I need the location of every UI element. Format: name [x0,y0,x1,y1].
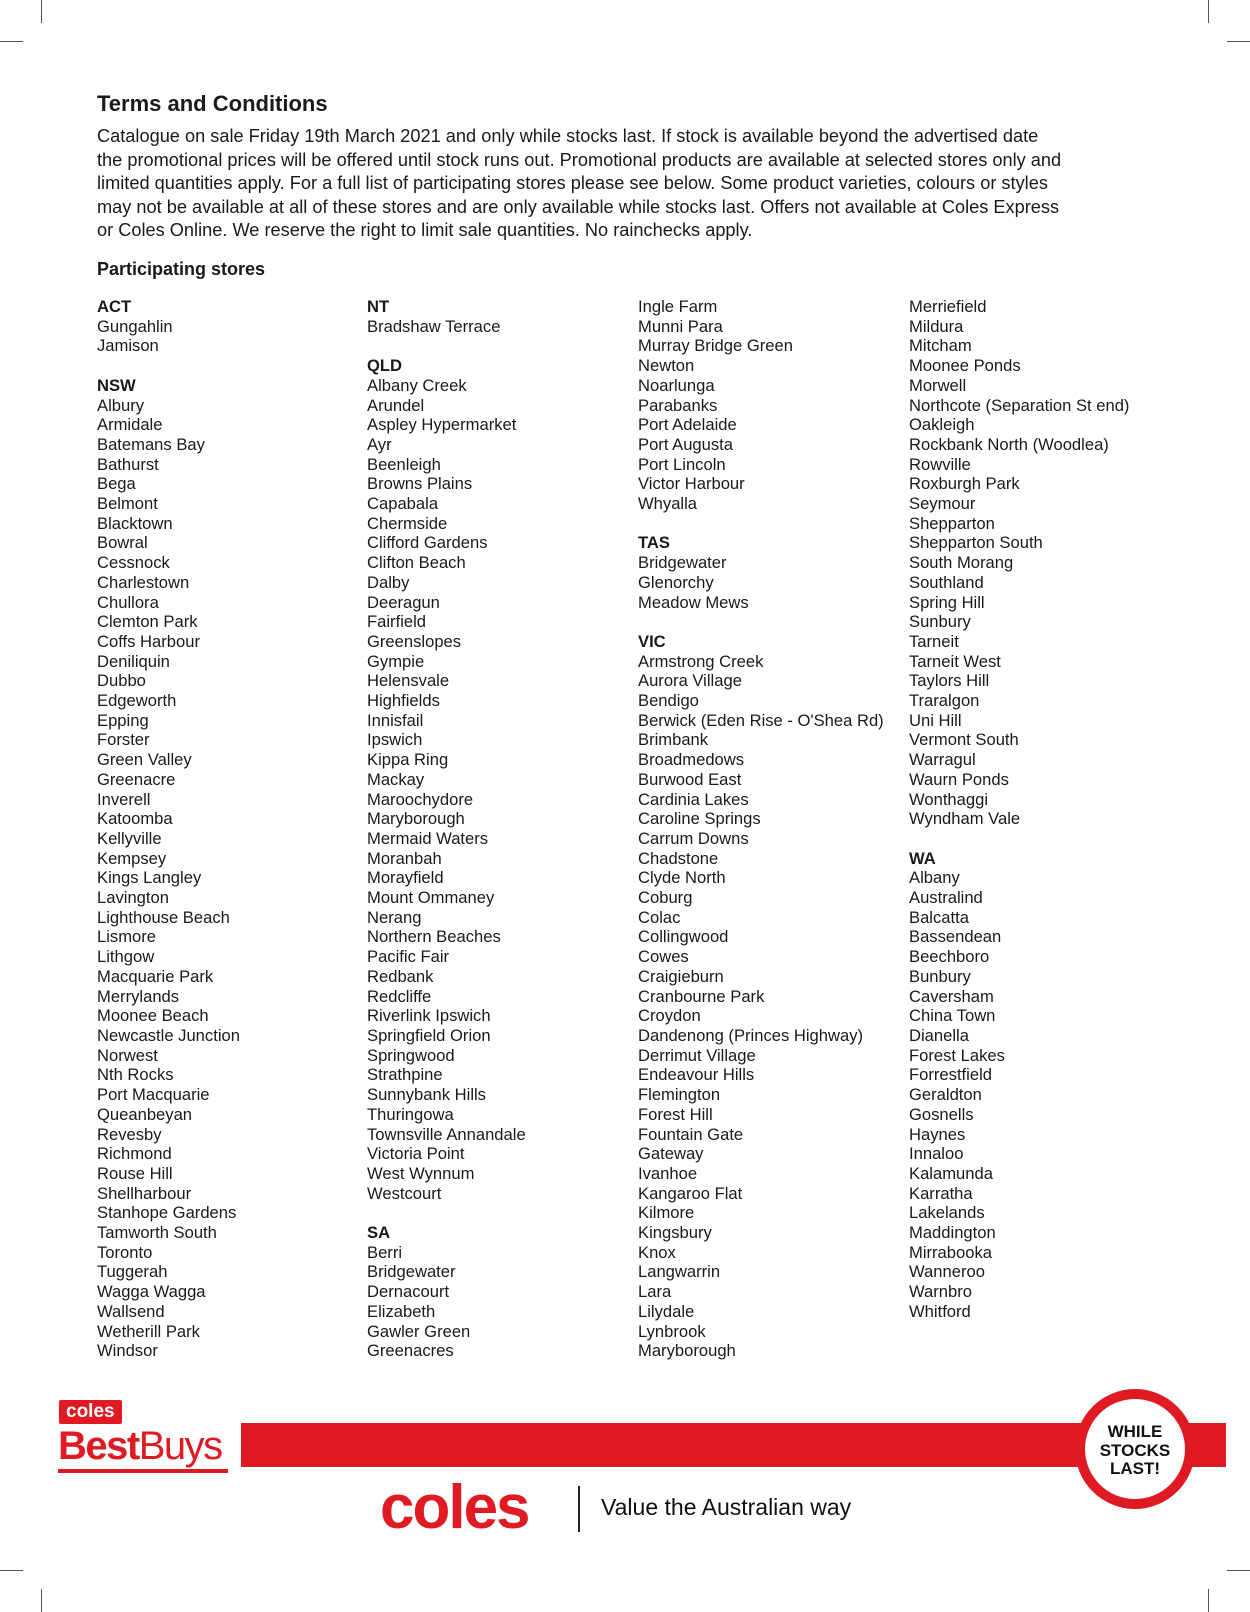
store-item: Kings Langley [97,868,202,888]
store-item: Northcote (Separation St end) [909,395,1130,415]
badge-line: LAST! [1109,1459,1161,1478]
crop-mark [1208,0,1209,23]
bestbuys-buys: Buys [138,1424,222,1468]
store-item: Ivanhoe [638,1163,698,1183]
store-item: Port Adelaide [638,415,737,435]
store-group [97,376,362,1361]
store-item: Ayr [367,434,392,454]
terms-paragraph [97,125,1177,243]
store-group [638,297,903,514]
store-group [367,297,632,336]
store-item: Dandenong (Princes Highway) [638,1025,864,1045]
store-item: Berwick (Eden Rise - O'Shea Rd) [638,710,884,730]
store-item: Kingsbury [638,1223,712,1243]
store-item: Merrylands [97,986,180,1006]
store-item: Jamison [97,336,159,356]
store-item: Derrimut Village [638,1045,756,1065]
store-item: Murray Bridge Green [638,336,793,356]
store-item: Mildura [909,316,964,336]
store-item: Port Lincoln [638,454,726,474]
store-item: Epping [97,710,149,730]
store-item: Mermaid Waters [367,828,489,848]
store-item: Bega [97,474,136,494]
store-item: South Morang [909,553,1014,573]
store-item: Wagga Wagga [97,1282,206,1302]
store-item: Victoria Point [367,1144,465,1164]
store-item: Mount Ommaney [367,888,495,908]
store-item: Revesby [97,1124,162,1144]
store-item: Westcourt [367,1183,442,1203]
terms-line: or Coles Online. We reserve the right to limit sale quantities. No rainchecks apply. [97,220,753,240]
store-item: Warragul [909,750,976,770]
bestbuys-underline [58,1469,228,1473]
store-item: Albury [97,395,145,415]
store-item: Roxburgh Park [909,474,1020,494]
store-item: Forrestfield [909,1065,992,1085]
store-item: Innaloo [909,1144,964,1164]
store-item: Noarlunga [638,375,715,395]
store-item: Redcliffe [367,986,432,1006]
store-group [367,1223,632,1361]
store-item: Wanneroo [909,1262,985,1282]
store-item: Wonthaggi [909,789,989,809]
store-item: Victor Harbour [638,474,745,494]
terms-line: Catalogue on sale Friday 19th March 2021 and only while stocks last. If stock is available beyond the advertised date [97,126,1039,146]
store-group [97,297,362,356]
store-item: Colac [638,907,681,927]
store-item: Tuggerah [97,1262,168,1282]
store-item: Forest Lakes [909,1045,1005,1065]
store-item: Rouse Hill [97,1163,173,1183]
store-item: Newcastle Junction [97,1026,240,1045]
store-item: Greenslopes [367,631,462,651]
store-item: Bradshaw Terrace [367,316,501,336]
store-item: Morwell [909,375,967,395]
store-item: Kangaroo Flat [638,1183,743,1203]
stores-column-2 [367,297,632,1361]
store-item: Kalamunda [909,1163,993,1183]
badge-inner-circle [1085,1399,1185,1499]
store-item: Lynbrook [638,1321,706,1341]
section-subtitle: Participating stores [97,259,266,279]
store-item: Elizabeth [367,1301,436,1321]
store-item: Fairfield [367,612,427,632]
store-item: Bunbury [909,966,971,986]
store-item: Shepparton South [909,533,1043,553]
store-item: Dernacourt [367,1282,450,1302]
store-item: Queanbeyan [97,1104,193,1124]
store-item: Maddington [909,1223,996,1243]
footer-divider [578,1486,580,1532]
store-item: Collingwood [638,927,729,947]
store-item: Newton [638,356,695,376]
store-item: Coffs Harbour [97,631,200,651]
coles-logo: coles [380,1473,529,1542]
store-item: Forster [97,730,150,750]
store-item: Green Valley [97,750,192,770]
store-item: Lavington [97,888,169,908]
store-item: Mackay [367,769,425,789]
store-item: Moonee Beach [97,1006,209,1026]
store-item: Moranbah [367,848,442,868]
store-item: Wallsend [97,1301,165,1321]
store-item: Chadstone [638,848,719,868]
store-item: Armidale [97,415,163,435]
store-item: Greenacre [97,769,176,789]
store-item: Nth Rocks [97,1065,174,1085]
store-item: Morayfield [367,868,444,888]
store-item: Chermside [367,513,448,533]
tagline: Value the Australian way [601,1494,852,1520]
store-item: Deniliquin [97,651,170,671]
store-item: Craigieburn [638,966,724,986]
store-item: Capabala [367,494,439,514]
store-item: Greenacres [367,1341,454,1361]
store-item: Port Macquarie [97,1085,210,1105]
store-item: Knox [638,1242,676,1262]
store-item: Cardinia Lakes [638,789,749,809]
store-item: Windsor [97,1341,158,1361]
store-item: Blacktown [97,513,173,533]
store-item: Whyalla [638,494,698,514]
store-item: Armstrong Creek [638,651,764,671]
store-item: Lilydale [638,1301,695,1321]
bestbuys-wordmark [58,1424,228,1468]
store-item: Sunnybank Hills [367,1085,486,1105]
store-item: Dubbo [97,671,146,691]
store-item: Tamworth South [97,1223,217,1243]
store-item: Burwood East [638,769,742,789]
crop-mark [0,1570,23,1571]
store-item: Redbank [367,966,434,986]
store-item: Aurora Village [638,671,742,691]
store-item: Springfield Orion [367,1026,491,1045]
store-item: Carrum Downs [638,828,749,848]
state-heading: SA [367,1223,391,1243]
store-item: Rockbank North (Woodlea) [909,434,1109,454]
store-item: Gateway [638,1144,704,1164]
store-item: Munni Para [638,316,723,336]
store-item: Flemington [638,1085,721,1105]
crop-mark [1227,1570,1250,1571]
crop-mark [41,0,42,23]
store-item: Endeavour Hills [638,1065,755,1085]
store-item: Kellyville [97,828,162,848]
store-item: Port Augusta [638,434,734,454]
store-item: China Town [909,1006,996,1026]
store-item: Northern Beaches [367,927,501,947]
store-item: Beenleigh [367,454,441,474]
store-item: Charlestown [97,572,190,592]
store-item: Fountain Gate [638,1124,744,1144]
store-item: Glenorchy [638,572,714,592]
store-item: Tarneit [909,631,959,651]
state-heading: WA [909,848,936,868]
store-item: Sunbury [909,612,971,632]
store-item: Langwarrin [638,1262,721,1282]
store-item: Tarneit West [909,651,1001,671]
store-item: Gungahlin [97,316,173,336]
bestbuys-logo [58,1400,228,1473]
store-item: Bridgewater [367,1262,456,1282]
store-item: Coburg [638,888,693,908]
store-item: Gawler Green [367,1321,471,1341]
store-item: Strathpine [367,1065,443,1085]
store-item: Oakleigh [909,415,975,435]
store-item: Meadow Mews [638,592,749,612]
badge-line: STOCKS [1099,1440,1171,1460]
badge-line: WHILE [1107,1422,1163,1441]
store-item: Deeragun [367,592,440,612]
store-item: Caversham [909,986,994,1006]
store-item: Gosnells [909,1104,974,1124]
store-item: Lithgow [97,947,155,967]
store-item: Lakelands [909,1203,985,1223]
store-item: Shellharbour [97,1183,192,1203]
store-item: Haynes [909,1124,966,1144]
store-item: Kilmore [638,1203,695,1223]
store-item: Arundel [367,395,425,415]
store-item: Parabanks [638,395,718,415]
crop-mark [0,41,23,42]
bestbuys-coles-label: coles [59,1400,122,1424]
store-item: Warnbro [909,1282,973,1302]
store-item: Spring Hill [909,592,985,612]
store-item: Thuringowa [367,1104,454,1124]
store-item: Berri [367,1242,403,1262]
store-item: Maryborough [367,809,465,829]
store-group [638,533,903,612]
store-item: Lismore [97,927,157,947]
store-item: Chullora [97,592,159,612]
store-item: Dianella [909,1026,969,1045]
store-item: Townsville Annandale [367,1124,526,1144]
store-item: Albany [909,868,960,888]
store-item: Macquarie Park [97,966,214,986]
badge-text [1085,1423,1185,1479]
crop-mark [41,1589,42,1612]
stores-column-1 [97,297,362,1361]
store-item: Balcatta [909,907,969,927]
store-item: Moonee Ponds [909,356,1021,376]
store-item: Lara [638,1282,672,1302]
state-heading: TAS [638,533,670,553]
store-item: Richmond [97,1144,172,1164]
store-item: Belmont [97,494,158,514]
store-item: Caroline Springs [638,809,761,829]
store-item: Mirrabooka [909,1242,993,1262]
store-item: Clifton Beach [367,553,466,573]
store-item: Kempsey [97,848,167,868]
store-item: Riverlink Ipswich [367,1006,491,1026]
store-item: Maryborough [638,1341,736,1361]
store-item: Broadmedows [638,750,745,770]
store-item: Ipswich [367,730,423,750]
store-item: Kippa Ring [367,750,449,770]
store-item: Bendigo [638,691,699,711]
store-item: Bathurst [97,454,159,474]
store-item: Seymour [909,494,976,514]
store-item: Ingle Farm [638,297,718,316]
store-item: Croydon [638,1006,701,1026]
store-item: Pacific Fair [367,947,450,967]
store-item: Vermont South [909,730,1019,750]
store-item: Helensvale [367,671,450,691]
terms-line: may not be available at all of these stores and are only available while stocks last. Offers not available at Coles Express [97,196,1060,217]
store-item: Mitcham [909,336,972,356]
stores-column-4 [909,297,1174,1322]
store-item: Uni Hill [909,710,962,730]
store-item: Bassendean [909,927,1002,947]
store-item: Cranbourne Park [638,986,765,1006]
store-item: Brimbank [638,730,709,750]
store-item: Edgeworth [97,691,177,711]
store-item: Traralgon [909,691,980,711]
store-item: Shepparton [909,513,995,533]
store-item: Clemton Park [97,612,198,632]
store-item: Cessnock [97,553,170,573]
store-item: Wetherill Park [97,1321,200,1341]
while-stocks-last-badge [1075,1389,1195,1509]
store-item: Wyndham Vale [909,809,1021,829]
bestbuys-best: Best [58,1424,139,1468]
store-item: Forest Hill [638,1104,713,1124]
store-item: Merriefield [909,297,987,316]
store-item: Waurn Ponds [909,769,1009,789]
store-item: Springwood [367,1045,455,1065]
store-item: Dalby [367,572,410,592]
store-item: Inverell [97,789,151,809]
store-item: Southland [909,572,984,592]
store-item: Innisfail [367,710,424,730]
page-title: Terms and Conditions [97,91,328,116]
store-group [909,297,1174,829]
state-heading: NSW [97,375,136,395]
store-item: West Wynnum [367,1163,475,1183]
terms-line: the promotional prices will be offered until stock runs out. Promotional products are available at selected stores only and [97,149,1062,170]
store-item: Maroochydore [367,789,474,809]
store-item: Browns Plains [367,474,473,494]
store-item: Australind [909,888,983,908]
store-item: Rowville [909,454,971,474]
store-item: Toronto [97,1242,153,1262]
store-item: Taylors Hill [909,671,990,691]
store-group [367,356,632,1203]
state-heading: VIC [638,631,666,651]
stores-column-3 [638,297,903,1361]
store-item: Highfields [367,691,440,711]
store-item: Cowes [638,947,689,967]
terms-line: limited quantities apply. For a full list of participating stores please see below. Some product varieties, colours or styles [97,173,1048,193]
store-item: Bridgewater [638,553,727,573]
store-item: Albany Creek [367,375,467,395]
state-heading: QLD [367,356,403,376]
store-item: Lighthouse Beach [97,907,230,927]
crop-mark [1227,41,1250,42]
store-item: Batemans Bay [97,434,205,454]
store-item: Aspley Hypermarket [367,415,517,435]
store-item: Gympie [367,651,425,671]
store-item: Karratha [909,1183,973,1203]
store-item: Norwest [97,1045,158,1065]
store-item: Katoomba [97,809,173,829]
store-group [909,849,1174,1322]
crop-mark [1208,1589,1209,1612]
store-item: Clifford Gardens [367,533,488,553]
state-heading: NT [367,297,390,316]
store-item: Bowral [97,533,148,553]
state-heading: ACT [97,297,132,316]
store-item: Beechboro [909,947,990,967]
store-item: Stanhope Gardens [97,1203,237,1223]
store-item: Geraldton [909,1085,982,1105]
store-item: Nerang [367,907,422,927]
store-item: Clyde North [638,868,726,888]
store-group [638,632,903,1361]
store-item: Whitford [909,1301,971,1321]
